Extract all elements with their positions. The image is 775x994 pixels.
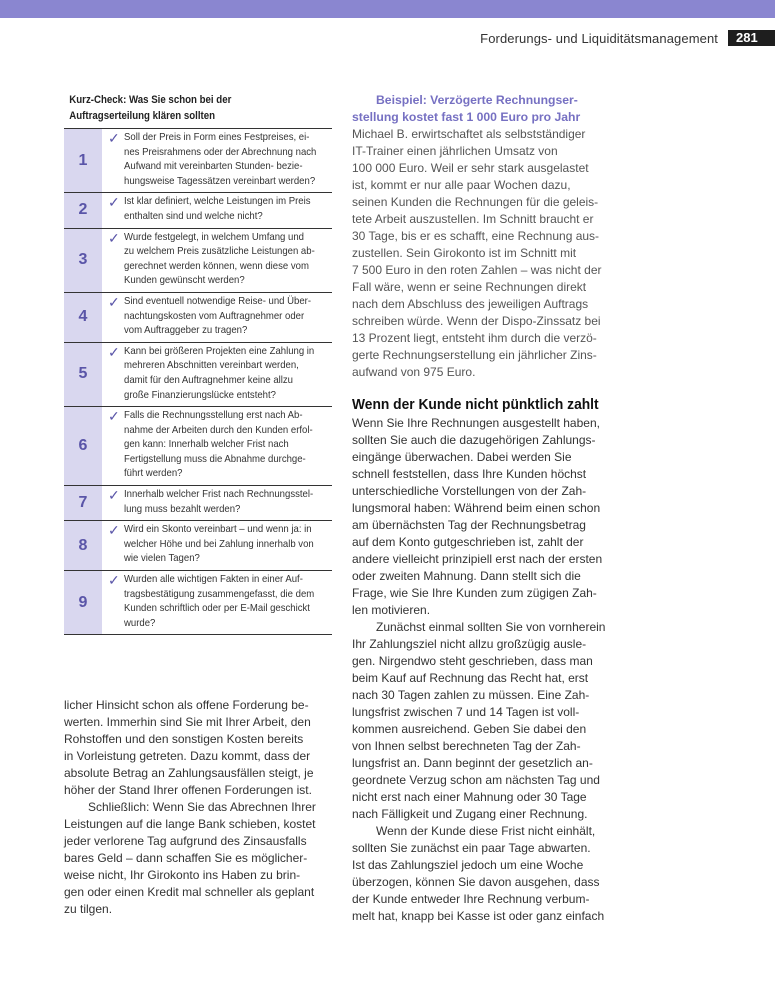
checklist-box: [64, 92, 332, 635]
text-line: gerte Rechnungserstellung ein jährlicher Zins-: [352, 348, 597, 362]
text-line: gen kann: Innerhalb welcher Frist nach: [124, 439, 289, 451]
row-cell: [102, 571, 356, 634]
text-line: zu tilgen.: [64, 902, 113, 916]
paragraph: [352, 619, 622, 823]
checklist-row: [64, 193, 332, 228]
text-line: licher Hinsicht schon als offene Forderung be-: [64, 698, 309, 712]
text-line: gen. Nirgendwo steht geschrieben, dass man: [352, 654, 593, 668]
row-cell: [102, 229, 356, 292]
row-number: 6: [64, 407, 102, 485]
row-number: 1: [64, 129, 102, 192]
example-title: Beispiel: Verzögerte Rechnungser- stellung kostet fast 1 000 Euro pro Jahr: [352, 93, 581, 124]
text-line: Fertigstellung muss die Abnahme durchge-: [124, 453, 306, 465]
top-color-bar: [0, 0, 775, 18]
text-line: wurde?: [124, 617, 156, 629]
example-body: [352, 126, 622, 381]
text-line: am übernächsten Tag der Rechnungsbetrag: [352, 518, 586, 532]
checklist-title: Kurz-Check: Was Sie schon bei der Auftragserteilung klären sollten: [69, 94, 232, 122]
text-line: Wenn Sie Ihre Rechnungen ausgestellt haben,: [352, 416, 600, 430]
text-line: nahme der Arbeiten durch den Kunden erfol-: [124, 424, 313, 436]
text-line: 13 Prozent liegt, entsteht ihm durch die verzö-: [352, 331, 597, 345]
text-line: damit für den Auftragnehmer keine allzu: [124, 374, 293, 386]
text-line: Kunden schriftlich oder per E-Mail geschickt: [124, 603, 310, 615]
text-line: Fall wäre, wenn er seine Rechnungen direkt: [352, 280, 587, 294]
text-line: Zunächst einmal sollten Sie von vornherein: [376, 620, 606, 634]
row-number: 3: [64, 229, 102, 292]
running-head: Forderungs- und Liquiditätsmanagement: [480, 30, 718, 46]
row-text: [124, 231, 337, 289]
checkmark-icon: ✓: [108, 572, 120, 589]
text-line: Michael B. erwirtschaftet als selbstständiger: [352, 127, 586, 141]
text-line: bares Geld – dann schaffen Sie es möglicher-: [64, 851, 308, 865]
checkmark-icon: ✓: [108, 522, 120, 539]
text-line: Kunden gewünscht werden?: [124, 275, 245, 287]
row-text: [124, 131, 337, 189]
checkmark-icon: ✓: [108, 408, 120, 425]
row-cell: [102, 486, 356, 520]
text-line: werten. Immerhin sind Sie mit Ihrer Arbeit, den: [64, 715, 311, 729]
row-cell: [102, 193, 356, 227]
row-cell: [102, 407, 356, 485]
text-line: gerechnet werden können, wenn diese vom: [124, 260, 309, 272]
text-line: absolute Betrag an Zahlungsausfällen steigt, je: [64, 766, 314, 780]
page-header: [480, 30, 775, 46]
text-line: Kann bei größeren Projekten eine Zahlung in: [124, 345, 315, 357]
checklist-row: [64, 407, 332, 486]
checklist-row: [64, 571, 332, 635]
text-line: melt hat, knapp bei Kasse ist oder ganz einfach: [352, 909, 605, 923]
text-line: nes Preisrahmens oder der Abrechnung nach: [124, 146, 317, 158]
text-line: enthalten sind und welche nicht?: [124, 210, 263, 222]
row-cell: [102, 129, 356, 192]
text-line: Wurden alle wichtigen Fakten in einer Auf-: [124, 574, 303, 586]
text-line: 100 000 Euro. Weil er sehr stark ausgelastet: [352, 161, 589, 175]
row-text: [124, 409, 337, 482]
text-line: lungsmoral haben: Während beim einen schon: [352, 501, 601, 515]
text-line: führt werden?: [124, 468, 183, 480]
text-line: gen oder einen Kredit mal schneller als geplant: [64, 885, 315, 899]
text-line: auf dem Konto gutgeschrieben ist, zahlt der: [352, 535, 584, 549]
text-line: höher der Stand Ihrer offenen Forderungen ist.: [64, 783, 312, 797]
row-text: [124, 295, 337, 339]
text-line: jeder verlorene Tag aufgrund des Zinsausfalls: [64, 834, 307, 848]
paragraph: [64, 697, 334, 799]
text-line: lungsfrist an. Dann beginnt der gesetzlich an-: [352, 756, 593, 770]
text-line: welcher Höhe und bei Zahlung innerhalb von: [124, 538, 314, 550]
checklist-rows: [64, 129, 332, 635]
text-line: zu welchem Preis zusätzliche Leistungen ab-: [124, 246, 315, 258]
text-line: aufwand von 975 Euro.: [352, 365, 476, 379]
row-text: [124, 488, 337, 517]
text-line: nicht erst nach einer Mahnung oder 30 Tage: [352, 790, 587, 804]
text-line: len motivieren.: [352, 603, 431, 617]
page-number: 281: [728, 30, 775, 46]
text-line: Wird ein Skonto vereinbart – und wenn ja: in: [124, 524, 312, 536]
text-line: sollten Sie auch die dazugehörigen Zahlungs-: [352, 433, 596, 447]
text-line: 30 Tage, bis er es schafft, eine Rechnung aus-: [352, 229, 600, 243]
text-line: nach dem Abschluss des jeweiligen Auftrags: [352, 297, 589, 311]
text-line: geordnete Verzug schon am nächsten Tag und: [352, 773, 600, 787]
text-line: Soll der Preis in Form eines Festpreises, ei-: [124, 132, 310, 143]
row-number: 4: [64, 293, 102, 342]
text-line: von Ihnen selbst berechneten Tag der Zah-: [352, 739, 581, 753]
text-line: Wenn der Kunde diese Frist nicht einhält,: [376, 824, 596, 838]
checklist-row: [64, 229, 332, 293]
checklist-row: [64, 293, 332, 343]
text-line: Frage, wie Sie Ihre Kunden zum zügigen Zah-: [352, 586, 597, 600]
text-line: lungsfrist zwischen 7 und 14 Tagen ist voll-: [352, 705, 580, 719]
text-line: Aufwand mit vereinbarten Stunden- bezie-: [124, 161, 303, 173]
text-line: beim Kauf auf Rechnung das Recht hat, erst: [352, 671, 589, 685]
text-line: oder zweiten Mahnung. Dann stellt sich die: [352, 569, 581, 583]
text-line: unterschiedliche Vorstellungen von der Zah-: [352, 484, 587, 498]
text-line: Innerhalb welcher Frist nach Rechnungsstel-: [124, 489, 314, 501]
row-number: 8: [64, 521, 102, 570]
text-line: nach Fälligkeit und Zugang einer Rechnung.: [352, 807, 588, 821]
text-line: hungsweise Tagessätzen vereinbart werden?: [124, 175, 316, 187]
text-line: nachtungskosten vom Auftragnehmer oder: [124, 310, 305, 322]
checklist-row: [64, 343, 332, 407]
text-line: Falls die Rechnungsstellung erst nach Ab-: [124, 410, 303, 422]
text-line: andere vielleicht prinzipiell erst nach der ersten: [352, 552, 603, 566]
paragraph: [352, 415, 622, 619]
paragraph: [352, 823, 622, 925]
row-text: [124, 345, 337, 403]
row-number: 7: [64, 486, 102, 520]
row-cell: [102, 343, 356, 406]
checkmark-icon: ✓: [108, 130, 120, 146]
right-column-text: [352, 92, 622, 925]
text-line: seinen Kunden die Rechnungen für die geleis-: [352, 195, 599, 209]
text-line: tragsbestätigung zusammengefasst, die dem: [124, 588, 315, 600]
row-number: 9: [64, 571, 102, 634]
text-line: nach 30 Tagen zahlen zu müssen. Eine Zah-: [352, 688, 590, 702]
text-line: sollten Sie zunächst ein paar Tage abwarten.: [352, 841, 591, 855]
text-line: große Finanzierungslücke entsteht?: [124, 389, 276, 401]
text-line: Wurde festgelegt, in welchem Umfang und: [124, 231, 304, 243]
text-line: zustellen. Sein Girokonto ist im Schnitt mit: [352, 246, 577, 260]
text-line: kommen ausreichend. Geben Sie dabei den: [352, 722, 587, 736]
checkmark-icon: ✓: [108, 343, 120, 360]
text-line: Ist das Zahlungsziel jedoch um eine Woche: [352, 858, 584, 872]
row-text: [124, 523, 337, 567]
row-cell: [102, 521, 356, 570]
text-line: weise nicht, Ihr Girokonto ins Haben zu brin-: [64, 868, 301, 882]
text-line: Leistungen auf die lange Bank schieben, kostet: [64, 817, 316, 831]
text-line: tete Arbeit auszustellen. Im Schnitt braucht er: [352, 212, 594, 226]
text-line: wie vielen Tagen?: [124, 553, 200, 565]
row-number: 2: [64, 193, 102, 227]
section-heading: Wenn der Kunde nicht pünktlich zahlt: [352, 396, 599, 413]
checklist-row: [64, 486, 332, 521]
text-line: mehreren Abschnitten vereinbart werden,: [124, 360, 299, 372]
text-line: in Vorleistung getreten. Dazu kommt, dass der: [64, 749, 311, 763]
text-line: Ist klar definiert, welche Leistungen im Preis: [124, 196, 311, 208]
text-line: vom Auftraggeber zu tragen?: [124, 325, 248, 337]
example-box: [352, 92, 622, 381]
paragraph: [64, 799, 334, 918]
text-line: Ihr Zahlungsziel nicht allzu großzügig ausle-: [352, 637, 587, 651]
text-line: eingänge überwachen. Dabei werden Sie: [352, 450, 572, 464]
checkmark-icon: ✓: [108, 229, 120, 246]
row-number: 5: [64, 343, 102, 406]
row-text: [124, 195, 337, 224]
text-line: schreiben würde. Wenn der Dispo-Zinssatz bei: [352, 314, 601, 328]
text-line: Rohstoffen und den sonstigen Kosten bereits: [64, 732, 304, 746]
text-line: der Kunde entweder Ihre Rechnung verbum-: [352, 892, 590, 906]
checkmark-icon: ✓: [108, 293, 120, 310]
text-line: ist, kommt er nur alle paar Wochen dazu,: [352, 178, 571, 192]
checkmark-icon: ✓: [108, 487, 120, 504]
left-column-text: [64, 697, 334, 918]
row-text: [124, 573, 337, 631]
text-line: lung muss bezahlt werden?: [124, 503, 241, 515]
checklist-row: [64, 521, 332, 571]
row-cell: [102, 293, 356, 342]
text-line: 7 500 Euro in den roten Zahlen – was nicht der: [352, 263, 602, 277]
checkmark-icon: ✓: [108, 194, 120, 211]
checklist-row: [64, 129, 332, 193]
text-line: schnell feststellen, dass Ihre Kunden höchst: [352, 467, 587, 481]
text-line: IT-Trainer einen jährlichen Umsatz von: [352, 144, 558, 158]
text-line: überzogen, können Sie davon ausgehen, dass: [352, 875, 600, 889]
text-line: Sind eventuell notwendige Reise- und Über-: [124, 295, 312, 307]
text-line: Schließlich: Wenn Sie das Abrechnen Ihrer: [88, 800, 316, 814]
